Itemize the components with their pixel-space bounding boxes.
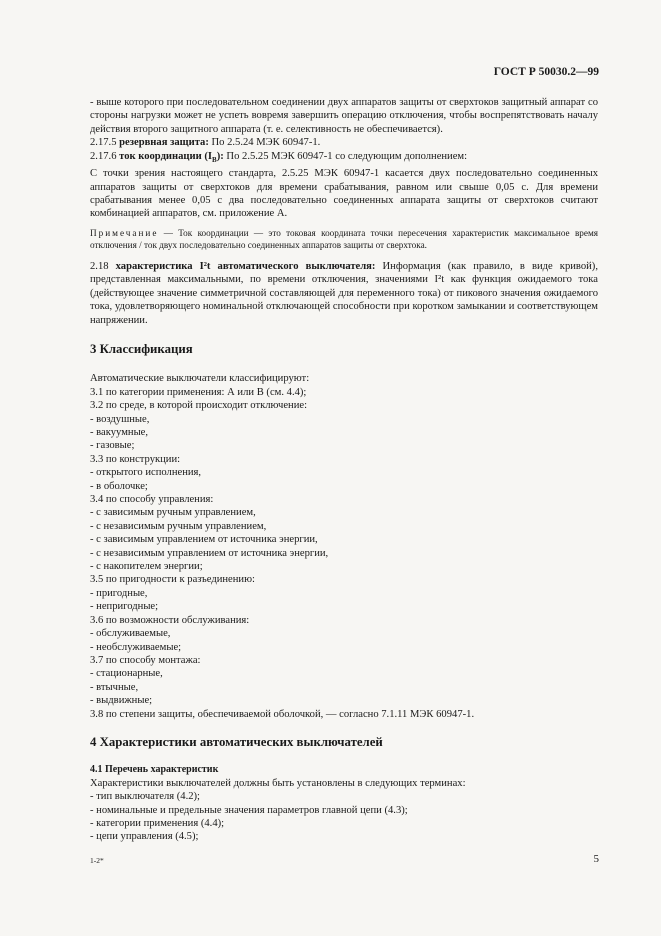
- clause-term: характеристика I²t автоматического выключателя:: [115, 260, 376, 272]
- section-4-list: [90, 777, 598, 844]
- clause-term-subscript: B: [212, 155, 217, 164]
- list-item: - в оболочке;: [90, 480, 148, 492]
- clause-text: Информация (как правило, в виде кривой), представленная максимальными, по времени отключения, значениями I²t как функция ожидаемого тока (действующее значение симметричной составляющей для переменного тока) от пикового значения ожидаемого тока, удовлетворяющего номинальной отключающей способности при коротком замыкании и соответствующем напряжении.: [90, 260, 598, 326]
- clause-term: ток координации (I: [119, 150, 213, 162]
- list-item: - газовые;: [90, 440, 135, 452]
- list-item: 3.2 по среде, в которой происходит отключение:: [90, 400, 308, 412]
- clause-term: резервная защита:: [119, 137, 209, 149]
- list-item: - категории применения (4.4);: [90, 817, 225, 829]
- note-text: — Ток координации — это токовая координата точки пересечения характеристик максимальное время отключения / ток двух последовательно соединенных аппаратов защиты от сверхтока.: [90, 227, 598, 250]
- clause-text: По 2.5.24 МЭК 60947-1.: [208, 137, 321, 149]
- section-4-1-title: 4.1 Перечень характеристик: [90, 764, 219, 776]
- list-item: - обслуживаемые,: [90, 628, 171, 640]
- clause-2-17-6-body: С точки зрения настоящего стандарта, 2.5.25 МЭК 60947-1 касается двух последовательно соединенных аппаратов защиты от сверхтоков для времени срабатывания, равном или свыше 0,05 с. Для времени срабатывания менее 0,05 с два последовательно соединенных аппарата защиты от сверхтоков считают комбинацией аппаратов, см. приложение А.: [90, 168, 598, 220]
- list-item: - открытого исполнения,: [90, 467, 202, 479]
- intro-paragraph: - выше которого при последовательном соединении двух аппаратов защиты от сверхтоков защитный аппарат со стороны нагрузки может не успеть вовремя завершить операцию отключения, чтобы воспрепятствовать началу действия второго защитного аппарата (т. е. селективность не обеспечивается).: [90, 97, 598, 135]
- list-item: - с независимым управлением от источника энергии,: [90, 547, 329, 559]
- list-item: - с зависимым ручным управлением,: [90, 507, 256, 519]
- clause-term-end: ):: [216, 150, 224, 162]
- list-item: - необслуживаемые;: [90, 641, 182, 653]
- list-item: Автоматические выключатели классифицируют:: [90, 373, 310, 385]
- clause-text: По 2.5.25 МЭК 60947-1 со следующим дополнением:: [223, 150, 468, 162]
- list-item: - с накопителем энергии;: [90, 561, 203, 573]
- section-4-title: 4 Характеристики автоматических выключателей: [90, 734, 383, 749]
- page-number: 5: [593, 853, 599, 865]
- list-item: - с зависимым управлением от источника энергии,: [90, 534, 318, 546]
- list-item: - пригодные,: [90, 587, 148, 599]
- list-item: 3.3 по конструкции:: [90, 453, 181, 465]
- list-item: - втычные,: [90, 681, 139, 693]
- list-item: - воздушные,: [90, 413, 150, 425]
- clause-number: 2.18: [90, 260, 109, 272]
- list-item: - стационарные,: [90, 668, 163, 680]
- list-item: 3.5 по пригодности к разъединению:: [90, 574, 255, 586]
- footer-signature: 1-2*: [90, 856, 104, 865]
- clause-number: 2.17.5: [90, 137, 117, 149]
- list-item: - выдвижные;: [90, 695, 153, 707]
- clause-2-18: [90, 260, 598, 327]
- note-label: Примечание: [90, 227, 159, 238]
- list-item: Характеристики выключателей должны быть установлены в следующих терминах:: [90, 777, 466, 789]
- list-item: 3.1 по категории применения: А или В (см. 4.4);: [90, 386, 307, 398]
- list-item: - цепи управления (4.5);: [90, 831, 199, 843]
- list-item: 3.4 по способу управления:: [90, 494, 214, 506]
- clause-number: 2.17.6: [90, 150, 117, 162]
- list-item: - номинальные и предельные значения параметров главной цепи (4.3);: [90, 804, 408, 816]
- list-item: 3.6 по возможности обслуживания:: [90, 614, 250, 626]
- section-3-list: [90, 372, 598, 721]
- list-item: - с независимым ручным управлением,: [90, 520, 267, 532]
- list-item: - вакуумные,: [90, 427, 149, 439]
- page-content: [90, 96, 598, 844]
- list-item: 3.7 по способу монтажа:: [90, 654, 201, 666]
- document-header: ГОСТ Р 50030.2—99: [493, 66, 599, 78]
- note: [90, 227, 598, 251]
- clause-2-17-5: [90, 136, 598, 149]
- list-item: 3.8 по степени защиты, обеспечиваемой оболочкой, — согласно 7.1.11 МЭК 60947-1.: [90, 708, 475, 720]
- list-item: - тип выключателя (4.2);: [90, 791, 200, 803]
- section-3-title: 3 Классификация: [90, 341, 193, 356]
- list-item: - непригодные;: [90, 601, 159, 613]
- clause-2-17-6: [90, 150, 598, 168]
